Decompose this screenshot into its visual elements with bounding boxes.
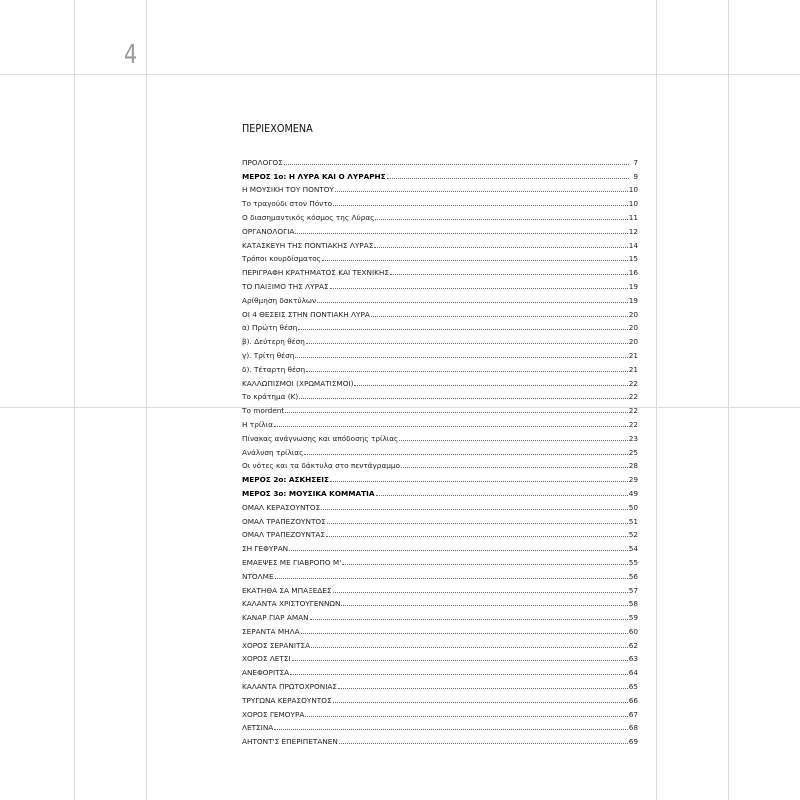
guide-line-top bbox=[0, 74, 800, 75]
toc-dot-leader bbox=[341, 605, 627, 606]
toc-dot-leader bbox=[305, 716, 627, 717]
toc-entry-page: 51 bbox=[628, 516, 638, 526]
toc-entry-page: 19 bbox=[628, 281, 638, 291]
toc-entry-page: 57 bbox=[628, 585, 638, 595]
toc-entry-label: ΤΡΥΓΩΝΑ ΚΕΡΑΣΟΥΝΤΟΣ bbox=[242, 695, 332, 705]
toc-entry bbox=[242, 677, 638, 691]
toc-dot-leader bbox=[295, 357, 627, 358]
toc-dot-leader bbox=[306, 343, 628, 344]
contents-title: ΠΕΡΙΕΧΟΜΕΝΑ bbox=[242, 122, 313, 135]
toc-entry-label: ΧΟΡΟΣ ΣΕΡΑΝΙΤΣΑ bbox=[242, 640, 311, 650]
toc-entry-label: ΧΟΡΟΣ ΛΕΤΣΙ bbox=[242, 654, 291, 664]
toc-entry-page: 68 bbox=[628, 723, 638, 733]
toc-dot-leader bbox=[374, 247, 627, 248]
toc-dot-leader bbox=[354, 385, 627, 386]
toc-entry-label: ΣΕΡΑΝΤΑ ΜΗΛΑ bbox=[242, 626, 300, 636]
guide-line-right-outer bbox=[728, 0, 729, 800]
toc-entry-page: 67 bbox=[628, 709, 638, 719]
toc-entry-page: 11 bbox=[628, 212, 638, 222]
toc-dot-leader bbox=[376, 495, 628, 496]
toc-entry-page: 10 bbox=[628, 185, 638, 195]
toc-dot-leader bbox=[330, 481, 628, 482]
toc-entry-page: 29 bbox=[628, 475, 638, 485]
toc-entry-label: ΚΑΤΑΣΚΕΥΗ ΤΗΣ ΠΟΝΤΙΑΚΗΣ ΛΥΡΑΣ bbox=[242, 240, 374, 250]
toc-entry-page: 22 bbox=[628, 378, 638, 388]
toc-entry bbox=[242, 360, 638, 374]
toc-dot-leader bbox=[275, 578, 628, 579]
toc-entry-label: Οι νότες και τα δάκτυλα στο πεντάγραμμο bbox=[242, 461, 400, 471]
toc-entry bbox=[242, 415, 638, 429]
toc-entry-label: β). Δεύτερη θέση bbox=[242, 337, 305, 347]
toc-entry-page: 10 bbox=[628, 199, 638, 209]
toc-entry bbox=[242, 595, 638, 609]
toc-entry-page: 69 bbox=[628, 737, 638, 747]
toc-entry-label: α) Πρώτη θέση bbox=[242, 323, 298, 333]
toc-entry-page: 22 bbox=[628, 406, 638, 416]
toc-entry-label: ΚΑΛΑΝΤΑ ΧΡΙΣΤΟΥΓΕΝΝΩΝ bbox=[242, 599, 341, 609]
toc-dot-leader bbox=[339, 743, 628, 744]
toc-entry bbox=[242, 470, 638, 484]
toc-entry-label: Το mordent bbox=[242, 406, 285, 416]
toc-entry-label: ΑΝΕΦΟΡΙΤΣΑ bbox=[242, 668, 290, 678]
toc-entry bbox=[242, 208, 638, 222]
toc-entry bbox=[242, 691, 638, 705]
toc-entry-label: ΜΕΡΟΣ 3ο: ΜΟΥΣΙΚΑ ΚΟΜΜΑΤΙΑ bbox=[242, 488, 375, 498]
toc-dot-leader bbox=[284, 164, 629, 165]
toc-entry-label: ΑΗΤΟΝΤ'Σ ΕΠΕΡΙΠΕΤΑΝΕΝ bbox=[242, 737, 338, 747]
toc-entry-page: 21 bbox=[628, 350, 638, 360]
toc-entry-page: 25 bbox=[628, 447, 638, 457]
toc-dot-leader bbox=[335, 191, 628, 192]
toc-entry bbox=[242, 388, 638, 402]
toc-entry bbox=[242, 236, 638, 250]
toc-entry bbox=[242, 553, 638, 567]
toc-entry bbox=[242, 498, 638, 512]
toc-entry-label: ΠΕΡΙΓΡΑΦΗ ΚΡΑΤΗΜΑΤΟΣ ΚΑΙ ΤΕΧΝΙΚΗΣ bbox=[242, 268, 390, 278]
toc-entry-page: 22 bbox=[628, 392, 638, 402]
toc-entry bbox=[242, 705, 638, 719]
toc-dot-leader bbox=[304, 454, 627, 455]
toc-entry bbox=[242, 567, 638, 581]
toc-entry bbox=[242, 222, 638, 236]
toc-entry bbox=[242, 732, 638, 746]
toc-dot-leader bbox=[301, 633, 628, 634]
toc-dot-leader bbox=[333, 592, 628, 593]
toc-dot-leader bbox=[399, 440, 627, 441]
toc-entry bbox=[242, 277, 638, 291]
toc-entry-label: ΟΜΑΛ ΚΕΡΑΣΟΥΝΤΟΣ bbox=[242, 502, 321, 512]
toc-entry-page: 21 bbox=[628, 364, 638, 374]
toc-entry bbox=[242, 512, 638, 526]
toc-entry-label: ΧΟΡΟΣ ΓΕΜΟΥΡΑ bbox=[242, 709, 305, 719]
toc-entry bbox=[242, 622, 638, 636]
toc-entry-label: ΟΙ 4 ΘΕΣΕΙΣ ΣΤΗΝ ΠΟΝΤΙΑΚΗ ΛΥΡΑ bbox=[242, 309, 370, 319]
toc-dot-leader bbox=[290, 674, 628, 675]
toc-dot-leader bbox=[342, 564, 627, 565]
toc-entry bbox=[242, 346, 638, 360]
toc-dot-leader bbox=[311, 647, 628, 648]
toc-entry-page: 56 bbox=[628, 571, 638, 581]
toc-entry-page: 52 bbox=[628, 530, 638, 540]
toc-entry-label: ΠΡΟΛΟΓΟΣ bbox=[242, 157, 283, 167]
toc-entry-label: ΛΕΤΣΙΝΑ bbox=[242, 723, 274, 733]
toc-entry bbox=[242, 374, 638, 388]
toc-entry-label: Αρίθμηση δακτύλων bbox=[242, 295, 317, 305]
toc-entry-page: 49 bbox=[628, 488, 638, 498]
toc-entry-label: γ). Τρίτη θέση bbox=[242, 350, 295, 360]
toc-entry-label: ΜΕΡΟΣ 2ο: ΑΣΚΗΣΕΙΣ bbox=[242, 475, 329, 485]
guide-line-right-inner bbox=[656, 0, 657, 800]
toc-dot-leader bbox=[299, 398, 627, 399]
toc-dot-leader bbox=[295, 233, 627, 234]
toc-entry-label: ΚΑΛΛΩΠΙΣΜΟΙ (ΧΡΩΜΑΤΙΣΜΟΙ) bbox=[242, 378, 354, 388]
toc-dot-leader bbox=[274, 426, 628, 427]
toc-entry-label: δ). Τέταρτη θέση bbox=[242, 364, 306, 374]
toc-entry-page: 60 bbox=[628, 626, 638, 636]
toc-dot-leader bbox=[401, 467, 628, 468]
toc-dot-leader bbox=[390, 274, 628, 275]
toc-entry bbox=[242, 719, 638, 733]
toc-entry-label: ΟΜΑΛ ΤΡΑΠΕΖΟΥΝΤΟΣ bbox=[242, 516, 326, 526]
toc-entry bbox=[242, 319, 638, 333]
toc-entry-page: 58 bbox=[628, 599, 638, 609]
toc-entry-page: 65 bbox=[628, 682, 638, 692]
toc-entry bbox=[242, 539, 638, 553]
toc-entry-label: Η τρίλια bbox=[242, 419, 273, 429]
toc-entry bbox=[242, 457, 638, 471]
toc-dot-leader bbox=[330, 288, 628, 289]
toc-dot-leader bbox=[333, 702, 628, 703]
toc-entry bbox=[242, 443, 638, 457]
toc-entry-page: 63 bbox=[628, 654, 638, 664]
toc-dot-leader bbox=[285, 412, 627, 413]
toc-dot-leader bbox=[387, 178, 629, 179]
toc-dot-leader bbox=[321, 509, 627, 510]
toc-entry-page: 20 bbox=[628, 323, 638, 333]
toc-entry-label: Πίνακας ανάγνωσης και απόδοσης τρίλιας bbox=[242, 433, 399, 443]
toc-entry-page: 23 bbox=[628, 433, 638, 443]
toc-entry bbox=[242, 608, 638, 622]
toc-entry-page: 54 bbox=[628, 544, 638, 554]
toc-entry bbox=[242, 636, 638, 650]
table-of-contents bbox=[242, 153, 638, 746]
toc-dot-leader bbox=[274, 729, 627, 730]
toc-entry bbox=[242, 167, 638, 181]
toc-entry bbox=[242, 263, 638, 277]
toc-entry-label: Η ΜΟΥΣΙΚΗ ΤΟΥ ΠΟΝΤΟΥ bbox=[242, 185, 334, 195]
toc-entry-page: 15 bbox=[628, 254, 638, 264]
toc-entry bbox=[242, 484, 638, 498]
toc-entry-label: ΚΑΝΑΡ ΓΙΑΡ ΑΜΑΝ bbox=[242, 613, 309, 623]
toc-entry bbox=[242, 181, 638, 195]
toc-entry-page: 14 bbox=[628, 240, 638, 250]
toc-entry-page: 50 bbox=[628, 502, 638, 512]
toc-dot-leader bbox=[306, 371, 628, 372]
toc-entry bbox=[242, 332, 638, 346]
toc-entry bbox=[242, 305, 638, 319]
toc-entry-label: Ανάλυση τρίλιας bbox=[242, 447, 304, 457]
toc-entry-page: 20 bbox=[628, 337, 638, 347]
toc-entry-label: ΟΡΓΑΝΟΛΟΓΙΑ bbox=[242, 226, 295, 236]
guide-line-left-outer bbox=[74, 0, 75, 800]
toc-entry-page: 59 bbox=[628, 613, 638, 623]
toc-entry-page: 64 bbox=[628, 668, 638, 678]
toc-entry-page: 22 bbox=[628, 419, 638, 429]
toc-dot-leader bbox=[338, 688, 628, 689]
toc-dot-leader bbox=[333, 205, 628, 206]
toc-entry-label: Τρόποι κουρδίσματος bbox=[242, 254, 321, 264]
toc-entry-label: ΚΑΛΑΝΤΑ ΠΡΩΤΟΧΡΟΝΙΑΣ bbox=[242, 682, 338, 692]
toc-entry-page: 16 bbox=[628, 268, 638, 278]
toc-dot-leader bbox=[326, 536, 628, 537]
page-number: 4 bbox=[124, 40, 138, 70]
toc-dot-leader bbox=[322, 260, 628, 261]
toc-dot-leader bbox=[371, 316, 628, 317]
toc-entry-label: ΜΕΡΟΣ 1ο: Η ΛΥΡΑ ΚΑΙ Ο ΛΥΡΑΡΗΣ bbox=[242, 171, 386, 181]
toc-entry bbox=[242, 581, 638, 595]
toc-entry-page: 20 bbox=[628, 309, 638, 319]
toc-entry-page: 9 bbox=[633, 171, 638, 181]
toc-dot-leader bbox=[289, 550, 628, 551]
toc-entry bbox=[242, 429, 638, 443]
toc-entry-page: 66 bbox=[628, 695, 638, 705]
toc-entry-page: 28 bbox=[628, 461, 638, 471]
toc-entry bbox=[242, 153, 638, 167]
toc-entry-label: ΟΜΑΛ ΤΡΑΠΕΖΟΥΝΤΑΣ bbox=[242, 530, 326, 540]
toc-entry-label: ΕΜΑΕΨΕΣ ΜΕ ΓΙΑΒΡΟΠΟ Μ' bbox=[242, 557, 342, 567]
toc-entry bbox=[242, 526, 638, 540]
toc-entry bbox=[242, 401, 638, 415]
toc-dot-leader bbox=[375, 219, 627, 220]
toc-entry-page: 12 bbox=[628, 226, 638, 236]
toc-entry-label: ΝΤΟΛΜΕ bbox=[242, 571, 274, 581]
toc-dot-leader bbox=[327, 523, 628, 524]
toc-dot-leader bbox=[317, 302, 628, 303]
toc-entry-page: 62 bbox=[628, 640, 638, 650]
toc-entry bbox=[242, 194, 638, 208]
toc-entry-page: 55 bbox=[628, 557, 638, 567]
toc-entry-label: Το τραγούδι στον Πόντο bbox=[242, 199, 333, 209]
toc-entry-page: 19 bbox=[628, 295, 638, 305]
toc-dot-leader bbox=[298, 329, 628, 330]
toc-entry-label: ΣΗ ΓΕΦΥΡΑΝ bbox=[242, 544, 289, 554]
toc-entry bbox=[242, 663, 638, 677]
toc-entry bbox=[242, 250, 638, 264]
toc-dot-leader bbox=[310, 619, 628, 620]
toc-entry-page: 7 bbox=[633, 157, 638, 167]
toc-entry-label: Ο διασημαντικός κόσμος της Λύρας bbox=[242, 212, 375, 222]
guide-line-left-inner bbox=[146, 0, 147, 800]
toc-entry-label: ΤΟ ΠΑΙΞΙΜΟ ΤΗΣ ΛΥΡΑΣ bbox=[242, 281, 329, 291]
toc-entry-label: ΕΚΑΤΗΘΑ ΣΑ ΜΠΑΞΕΔΕΣ bbox=[242, 585, 332, 595]
toc-entry bbox=[242, 291, 638, 305]
toc-entry bbox=[242, 650, 638, 664]
toc-dot-leader bbox=[292, 660, 628, 661]
toc-entry-label: Το κράτημα (Κ) bbox=[242, 392, 299, 402]
